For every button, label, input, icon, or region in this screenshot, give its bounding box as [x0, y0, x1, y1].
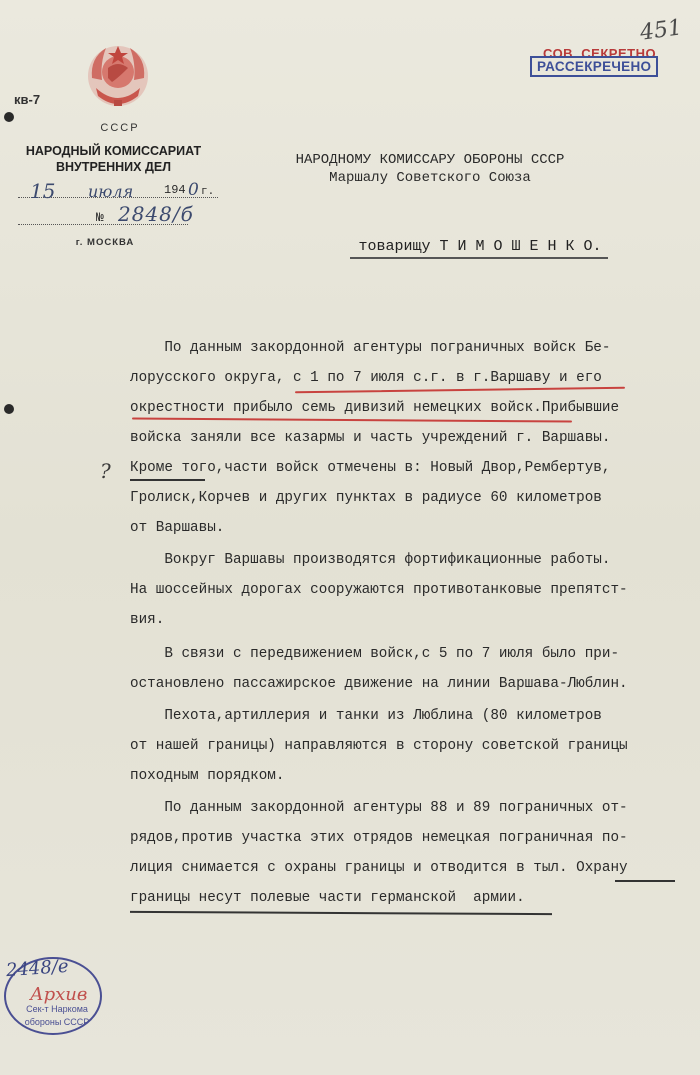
document-number-line [18, 202, 228, 232]
body-line: В связи с передвижением войск,с 5 по 7 июля было при- [130, 646, 620, 662]
date-year: 194 [164, 183, 186, 197]
red-underline [295, 387, 625, 394]
date-month: июля [88, 182, 134, 201]
addressee-underline [350, 257, 608, 259]
body-line: походным порядком. [130, 768, 285, 784]
declassified-stamp: РАССЕКРЕЧЕНО [530, 56, 658, 77]
registration-stamp-line2: обороны СССР [24, 1017, 90, 1027]
body-line: По данным закордонной агентуры 88 и 89 пограничных от- [130, 800, 628, 816]
body-line: Кроме того,части войск отмечены в: Новый Двор,Рембертув, [130, 460, 611, 476]
date-suffix: г. [201, 186, 215, 198]
registration-number: 2448/е [5, 955, 70, 982]
body-line: Гролиск,Корчев и других пунктах в радиусе 60 километров [130, 490, 602, 506]
body-line: лиция снимается с охраны границы и отводится в тыл. Охрану [130, 860, 628, 876]
ussr-emblem-icon [78, 38, 158, 118]
archive-page-number: 451 [638, 15, 684, 46]
body-line: По данным закордонной агентуры пограничных войск Бе- [130, 340, 611, 356]
body-line: окрестности прибыло семь дивизий немецких войск.Прибывшие [130, 400, 620, 416]
addressee-name: товарищу Т И М О Ш Е Н К О. [358, 238, 602, 255]
body-line: Вокруг Варшавы производятся фортификационные работы. [130, 552, 611, 568]
pencil-underline [615, 880, 675, 882]
country-label: СССР [100, 122, 140, 134]
date-day: 15 [30, 179, 56, 203]
margin-question-mark: ? [100, 459, 111, 483]
body-line: Пехота,артиллерия и танки из Люблина (80 километров [130, 708, 602, 724]
secret-stamp: СОВ. СЕКРЕТНО [543, 46, 657, 61]
registration-stamp-line1: Сек-т Наркома [26, 1004, 88, 1014]
body-line: границы несут полевые части германской армии. [130, 890, 525, 906]
addressee-rank: Маршалу Советского Союза [329, 170, 531, 186]
body-line: лорусского округа, с 1 по 7 июля с.г. в г.Варшаву и его [130, 370, 602, 386]
body-line: от Варшавы. [130, 520, 225, 536]
body-line: рядов,против участка этих отрядов немецкая пограничная по- [130, 830, 628, 846]
registration-red-mark: Архив [30, 984, 88, 1005]
number-prefix: № [96, 210, 104, 225]
body-line: На шоссейных дорогах сооружаются противотанковые препятст- [130, 582, 628, 598]
document-number: 2848/б [118, 202, 194, 226]
document-code: кв-7 [14, 92, 41, 107]
body-line: остановлено пассажирское движение на линии Варшава-Люблин. [130, 676, 628, 692]
pencil-underline [130, 479, 205, 481]
pencil-underline [130, 911, 552, 915]
punch-hole [4, 112, 14, 122]
punch-hole [4, 404, 14, 414]
organization-name-line1: НАРОДНЫЙ КОМИССАРИАТ [25, 144, 202, 158]
addressee-title: НАРОДНОМУ КОМИССАРУ ОБОРОНЫ СССР [295, 152, 565, 168]
red-underline [132, 417, 572, 422]
body-line: вия. [130, 612, 165, 628]
city-label: г. МОСКВА [75, 237, 135, 248]
body-line: от нашей границы) направляются в сторону советской границы [130, 738, 628, 754]
date-year-hand: 0 [188, 180, 199, 200]
body-line: войска заняли все казармы и часть учреждений г. Варшавы. [130, 430, 611, 446]
organization-name-line2: ВНУТРЕННИХ ДЕЛ [55, 160, 171, 174]
